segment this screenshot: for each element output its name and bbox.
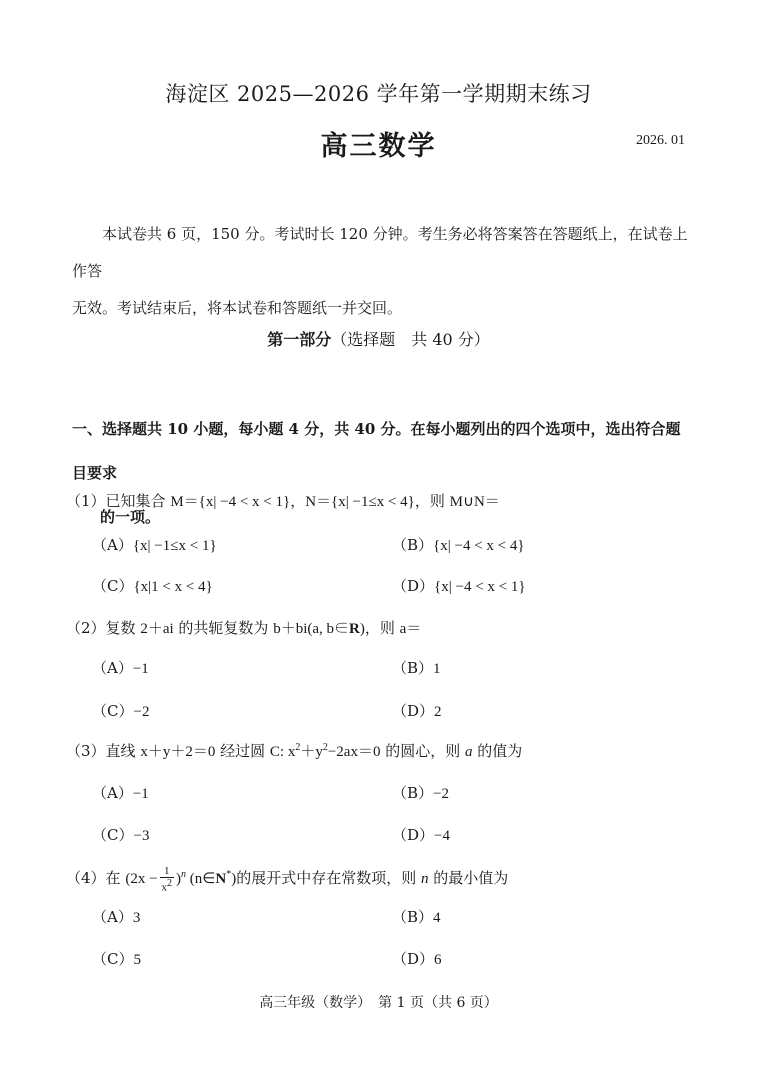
question-text: 的展开式中存在常数项，则: [236, 868, 421, 887]
question-2-option-c: [92, 700, 149, 721]
option-text: 2: [434, 704, 442, 720]
option-text: {x| −1≤x < 1}: [132, 538, 217, 554]
option-label: （B）: [392, 659, 434, 677]
power-n: n: [181, 868, 187, 880]
condition: (n∈: [186, 870, 216, 887]
circle-part: −2ax＝0: [327, 744, 381, 760]
union-expression: M∪N＝: [449, 494, 500, 510]
question-2-option-d: [392, 700, 442, 721]
set-m: M＝{x| −4 < x < 1}: [170, 494, 291, 510]
question-number: （2）: [66, 619, 106, 637]
circle-equation: [270, 744, 381, 760]
question-4-option-a: [92, 906, 140, 927]
option-label: （B）: [392, 784, 434, 802]
option-text: 3: [132, 910, 141, 926]
natural-set-symbol: N: [215, 870, 227, 887]
question-text: ，: [290, 492, 306, 510]
option-text: −2: [433, 786, 449, 802]
line-equation: x＋y＋2＝0: [140, 744, 216, 760]
denominator-base: x: [161, 881, 168, 894]
instructions-line-2: 无效。考试结束后，将本试卷和答题纸一并交回。: [72, 299, 403, 317]
question-1-option-c: [92, 575, 213, 596]
question-number: （1）: [66, 492, 106, 510]
option-text: {x|1 < x < 4}: [133, 579, 213, 595]
question-1-option-b: [392, 534, 525, 555]
set-n: N＝{x| −1≤x < 4}: [305, 494, 415, 510]
option-text: −4: [434, 828, 450, 844]
question-text: 经过圆: [215, 742, 270, 760]
option-label: （C）: [92, 577, 134, 595]
question-text: 直线: [105, 742, 141, 760]
question-text: ，则: [414, 492, 450, 510]
option-label: （C）: [92, 826, 134, 844]
question-text: 在: [105, 868, 126, 887]
exam-date: 2026. 01: [636, 133, 685, 148]
option-text: 1: [433, 661, 441, 677]
part-one-title: 第一部分: [267, 330, 332, 349]
fraction: [160, 865, 175, 894]
option-text: 5: [133, 952, 141, 968]
option-label: （C）: [92, 702, 134, 720]
question-3-option-a: [92, 782, 149, 803]
variable-a: a: [465, 744, 473, 760]
question-1-stem: [66, 490, 500, 511]
exponent: 2: [322, 742, 328, 753]
question-text: 复数: [105, 619, 141, 637]
binomial-close: ): [176, 870, 182, 887]
star-superscript: *: [226, 868, 232, 880]
instructions-line-1: 本试卷共 6 页，150 分。考试时长 120 分钟。考生务必将答案答在答题纸上，在试卷上作答: [72, 225, 688, 280]
option-label: （D）: [392, 577, 435, 595]
question-2-option-b: [392, 657, 441, 678]
circle-part: C: x: [269, 744, 296, 760]
exam-title: 海淀区 2025—2026 学年第一学期期末练习: [165, 82, 592, 106]
fraction-numerator: 1: [160, 865, 175, 878]
real-set-symbol: R: [349, 621, 360, 637]
fraction-denominator: [160, 878, 175, 894]
variable-n: n: [420, 870, 429, 887]
question-4-option-b: [392, 906, 441, 927]
option-text: 6: [434, 952, 442, 968]
option-label: （D）: [392, 950, 435, 968]
option-text: −1: [132, 661, 149, 677]
question-3-option-c: [92, 824, 149, 845]
binomial-expression: [125, 865, 237, 894]
question-text: 的共轭复数为: [173, 619, 274, 637]
option-label: （D）: [392, 826, 435, 844]
option-label: （A）: [92, 908, 133, 926]
question-number: （4）: [66, 868, 106, 887]
question-text: 已知集合: [105, 492, 171, 510]
question-text: 的圆心，则: [380, 742, 466, 760]
conjugate-expression: b＋bi: [273, 621, 308, 637]
part-one-subtitle: （选择题 共 40 分）: [331, 330, 490, 349]
option-label: （D）: [392, 702, 435, 720]
question-1-option-a: [92, 534, 217, 555]
section-one-line-1: 一、选择题共 10 小题，每小题 4 分，共 40 分。在每小题列出的四个选项中，选出符合题目要求: [72, 420, 681, 482]
question-number: （3）: [66, 742, 106, 760]
question-2-stem: [66, 617, 421, 638]
question-text: ，则: [364, 619, 400, 637]
condition-end: ): [231, 870, 237, 887]
question-3-stem: [66, 740, 522, 761]
question-4-stem: [66, 865, 508, 894]
option-label: （A）: [92, 536, 133, 554]
question-3-option-d: [392, 824, 450, 845]
question-text: 的最小值为: [428, 868, 509, 887]
option-label: （A）: [92, 659, 133, 677]
circle-part: ＋y: [300, 744, 323, 760]
option-label: （B）: [392, 908, 434, 926]
option-text: {x| −4 < x < 4}: [433, 538, 525, 554]
option-label: （C）: [92, 950, 134, 968]
section-one-line-2: 的一项。: [100, 508, 161, 526]
exponent: 2: [167, 878, 173, 889]
option-label: （B）: [392, 536, 434, 554]
question-4-option-d: [392, 948, 442, 969]
part-one-heading: [0, 327, 757, 350]
complex-number: 2＋ai: [140, 621, 174, 637]
question-2-option-a: [92, 657, 149, 678]
question-4-option-c: [92, 948, 141, 969]
binomial-open: (2x −: [125, 870, 158, 887]
subject-title: 高三数学: [320, 131, 437, 162]
condition-end: ): [359, 621, 365, 637]
option-text: {x| −4 < x < 1}: [434, 579, 526, 595]
option-label: （A）: [92, 784, 133, 802]
question-text: 的值为: [472, 742, 523, 760]
question-3-option-b: [392, 782, 449, 803]
question-1-option-d: [392, 575, 526, 596]
option-text: −1: [132, 786, 149, 802]
option-text: −3: [133, 828, 150, 844]
option-text: −2: [133, 704, 150, 720]
condition: (a, b∈: [307, 621, 350, 637]
exponent: 2: [295, 742, 301, 753]
option-text: 4: [433, 910, 441, 926]
unknown-expression: a＝: [399, 621, 422, 637]
exam-instructions: [72, 216, 692, 327]
page-footer: 高三年级（数学） 第 1 页（共 6 页）: [259, 995, 498, 1011]
section-one-heading: [72, 407, 692, 539]
